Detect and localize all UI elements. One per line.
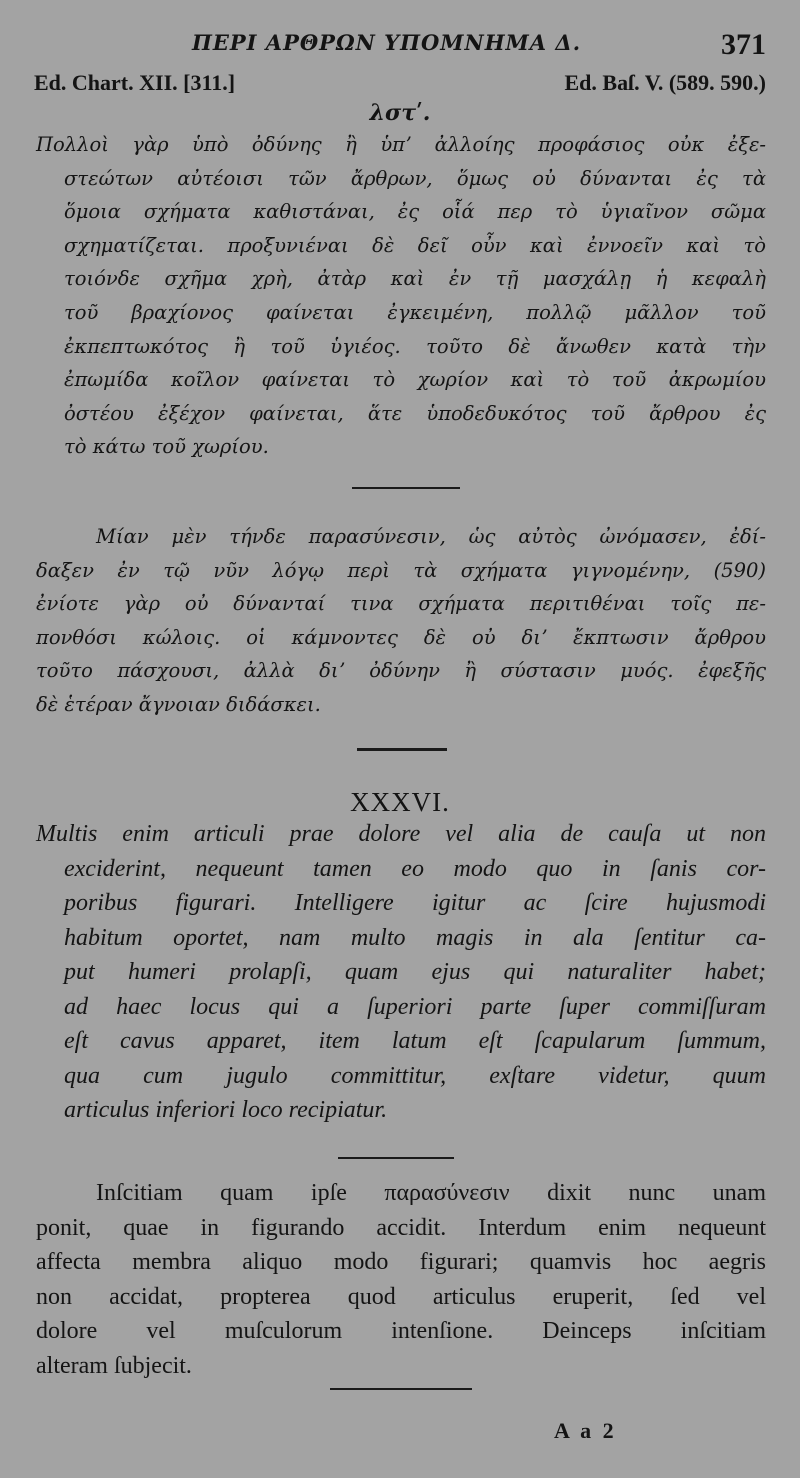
text-line: poribus figurari. Intelligere igitur ac ſcire hujusmodi bbox=[64, 890, 766, 916]
commentary-start: Inſcitiam quam ipſe παρασύνεσιν dixit nunc unam bbox=[96, 1180, 766, 1206]
text-line: Μίαν μὲν τήνδε παρασύνεσιν, ὡς αὐτὸς ὠνόμασεν, ἐδί- bbox=[96, 525, 766, 548]
text-line: exciderint, nequeunt tamen eo modo quo in ſanis cor- bbox=[64, 855, 766, 882]
text-line: τοῦ βραχίονος φαίνεται ἐγκειμένη, πολλῷ μᾶλλον τοῦ bbox=[64, 300, 766, 324]
latin-translation-passage bbox=[36, 817, 766, 1128]
text-line: qua cum jugulo committitur, exſtare videtur, quum bbox=[64, 1062, 766, 1089]
text-line: alteram ſubjecit. bbox=[36, 1352, 192, 1379]
text-line: dolore vel muſculorum intenſione. Deinceps inſcitiam bbox=[36, 1318, 766, 1344]
separator-rule bbox=[330, 1388, 472, 1390]
text-line: ad haec locus qui a ſuperiori parte ſuper commiſſuram bbox=[64, 993, 766, 1020]
edition-references bbox=[34, 70, 766, 98]
text-line: δαξεν ἐν τῷ νῦν λόγῳ περὶ τὰ σχήματα γιγνομένην, (590) bbox=[36, 558, 766, 582]
text-line: τοῦτο πάσχουσι, ἀλλὰ διʼ ὀδύνην ἢ σύστασιν μυός. ἐφεξῆς bbox=[36, 659, 766, 683]
latin-commentary-passage bbox=[36, 1176, 766, 1383]
text-line: articulus inferiori loco recipiatur. bbox=[64, 1097, 388, 1123]
section-greek-number: λστʹ. bbox=[369, 100, 431, 126]
text-line: put humeri prolapſi, quam ejus qui naturaliter habet; bbox=[64, 959, 766, 985]
text-line: habitum oportet, nam multo magis in ala ſentitur ca- bbox=[64, 924, 766, 951]
running-head bbox=[0, 30, 800, 64]
edition-reference-chartier: Ed. Chart. XII. [311.] bbox=[34, 70, 236, 95]
separator-rule bbox=[357, 748, 447, 751]
separator-rule bbox=[352, 487, 460, 489]
greek-commentary-passage bbox=[36, 520, 766, 722]
text-line: ὀστέου ἐξέχον φαίνεται, ἅτε ὑποδεδυκότος τοῦ ἄρθρου ἐς bbox=[64, 401, 766, 425]
text-line: τὸ κάτω τοῦ χωρίου. bbox=[64, 435, 269, 459]
text-line: ἐπωμίδα κοῖλον φαίνεται τὸ χωρίον καὶ τὸ τοῦ ἀκρωμίου bbox=[64, 368, 766, 392]
text-line: δὲ ἑτέραν ἄγνοιαν διδάσκει. bbox=[36, 692, 321, 716]
text-line: σχηματίζεται. προξυνιέναι δὲ δεῖ οὖν καὶ ἐννοεῖν καὶ τὸ bbox=[64, 233, 766, 257]
text-line: ponit, quae in figurando accidit. Interdum enim nequeunt bbox=[36, 1214, 766, 1241]
text-line: non accidat, propterea quod articulus eruperit, ſed vel bbox=[36, 1283, 766, 1310]
text-line: Πολλοὶ γὰρ ὑπὸ ὀδύνης ἢ ὑπʼ ἀλλοίης προφάσιος οὐκ ἐξε- bbox=[36, 133, 766, 156]
text-line: στεώτων αὐτέοισι τῶν ἄρθρων, ὅμως οὐ δύνανται ἐς τὰ bbox=[64, 166, 766, 190]
text-line: eſt cavus apparet, item latum eſt ſcapularum ſummum, bbox=[64, 1028, 766, 1054]
text-line: τοιόνδε σχῆμα χρὴ, ἀτὰρ καὶ ἐν τῇ μασχάλῃ ἡ κεφαλὴ bbox=[64, 267, 766, 291]
running-title: ΠΕΡΙ ΑΡΘΡΩΝ ΥΠΟΜΝΗΜΑ Δ. bbox=[192, 30, 582, 55]
text-line bbox=[36, 1176, 766, 1211]
edition-reference-basel: Ed. Baſ. V. (589. 590.) bbox=[564, 70, 766, 95]
section-heading: XXXVI. bbox=[350, 787, 450, 817]
signature-mark: A a 2 bbox=[554, 1418, 617, 1443]
text-line: Multis enim articuli prae dolore vel alia de cauſa ut non bbox=[36, 821, 766, 847]
text-line: ὅμοια σχήματα καθιστάναι, ἐς οἷά περ τὸ ὑγιαῖνον σῶμα bbox=[64, 200, 766, 224]
text-line: ἐνίοτε γὰρ οὐ δύνανταί τινα σχήματα περιτιθέναι τοῖς πε- bbox=[36, 592, 766, 616]
greek-text-passage bbox=[36, 128, 766, 464]
text-line: πονθόσι κώλοις. οἱ κάμνοντες δὲ οὐ διʼ ἔκπτωσιν ἄρθρου bbox=[36, 625, 766, 649]
separator-rule bbox=[338, 1157, 454, 1159]
text-line: ἐκπεπτωκότος ἢ τοῦ ὑγιέος. τοῦτο δὲ ἄνωθεν κατὰ τὴν bbox=[64, 334, 766, 358]
text-line: affecta membra aliquo modo figurari; quamvis hoc aegris bbox=[36, 1249, 766, 1275]
page-number: 371 bbox=[721, 28, 766, 61]
